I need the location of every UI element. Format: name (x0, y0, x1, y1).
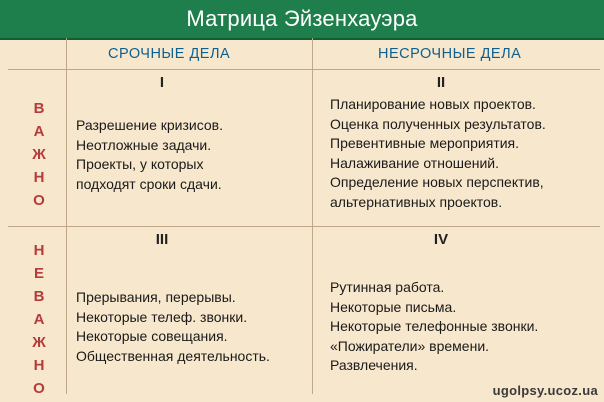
list-item: альтернативных проектов. (330, 193, 503, 210)
quadrant-3-numeral: III (155, 231, 169, 248)
row-label-letter: А (33, 123, 45, 140)
quadrant-4-list (330, 278, 538, 376)
row-label-not-important (30, 239, 48, 400)
watermark: ugolpsy.ucoz.ua (492, 383, 598, 398)
list-item: подходят сроки сдачи. (76, 175, 222, 192)
quadrant-2-list (330, 95, 546, 212)
quadrant-3-list (76, 288, 270, 366)
quadrant-4-numeral: IV (433, 231, 449, 248)
row-label-letter: О (33, 380, 45, 397)
quadrant-2-numeral: II (436, 74, 446, 91)
label-column-divider (66, 38, 67, 394)
list-item: Развлечения. (330, 357, 418, 373)
matrix-title: Матрица Эйзенхауэра (0, 0, 604, 40)
list-item: Некоторые письма. (330, 298, 457, 315)
list-item: «Пожиратели» времени. (330, 337, 490, 354)
row-label-letter: В (33, 288, 45, 305)
quadrant-1-numeral: I (159, 74, 165, 91)
list-item: Некоторые телеф. звонки. (76, 308, 248, 325)
row-label-letter: А (33, 311, 45, 328)
row-divider (8, 226, 600, 227)
list-item: Определение новых перспектив, (330, 174, 544, 190)
row-label-important (30, 97, 48, 212)
list-item: Оценка полученных результатов. (330, 115, 546, 132)
list-item: Планирование новых проектов. (330, 96, 536, 112)
row-label-letter: Н (33, 242, 45, 259)
column-divider (312, 38, 313, 394)
list-item: Общественная деятельность. (76, 347, 270, 364)
row-label-letter: Е (33, 265, 44, 282)
header-divider (8, 69, 600, 70)
column-header-not-urgent: НЕСРОЧНЫЕ ДЕЛА (378, 46, 522, 62)
row-label-letter: Ж (32, 334, 46, 351)
row-label-letter: Ж (32, 146, 46, 163)
row-label-letter: В (33, 100, 45, 117)
list-item: Некоторые телефонные звонки. (330, 318, 539, 334)
list-item: Налаживание отношений. (330, 154, 500, 171)
list-item: Проекты, у которых (76, 156, 204, 172)
list-item: Разрешение кризисов. (76, 117, 223, 133)
list-item: Прерывания, перерывы. (76, 289, 236, 305)
list-item: Неотложные задачи. (76, 136, 212, 153)
list-item: Рутинная работа. (330, 279, 445, 295)
row-label-letter: Н (33, 357, 45, 374)
row-label-letter: О (33, 192, 45, 209)
list-item: Некоторые совещания. (76, 328, 228, 344)
row-label-letter: Н (33, 169, 45, 186)
quadrant-1-list (76, 116, 223, 194)
column-header-urgent: СРОЧНЫЕ ДЕЛА (108, 46, 231, 62)
list-item: Превентивные мероприятия. (330, 135, 520, 151)
